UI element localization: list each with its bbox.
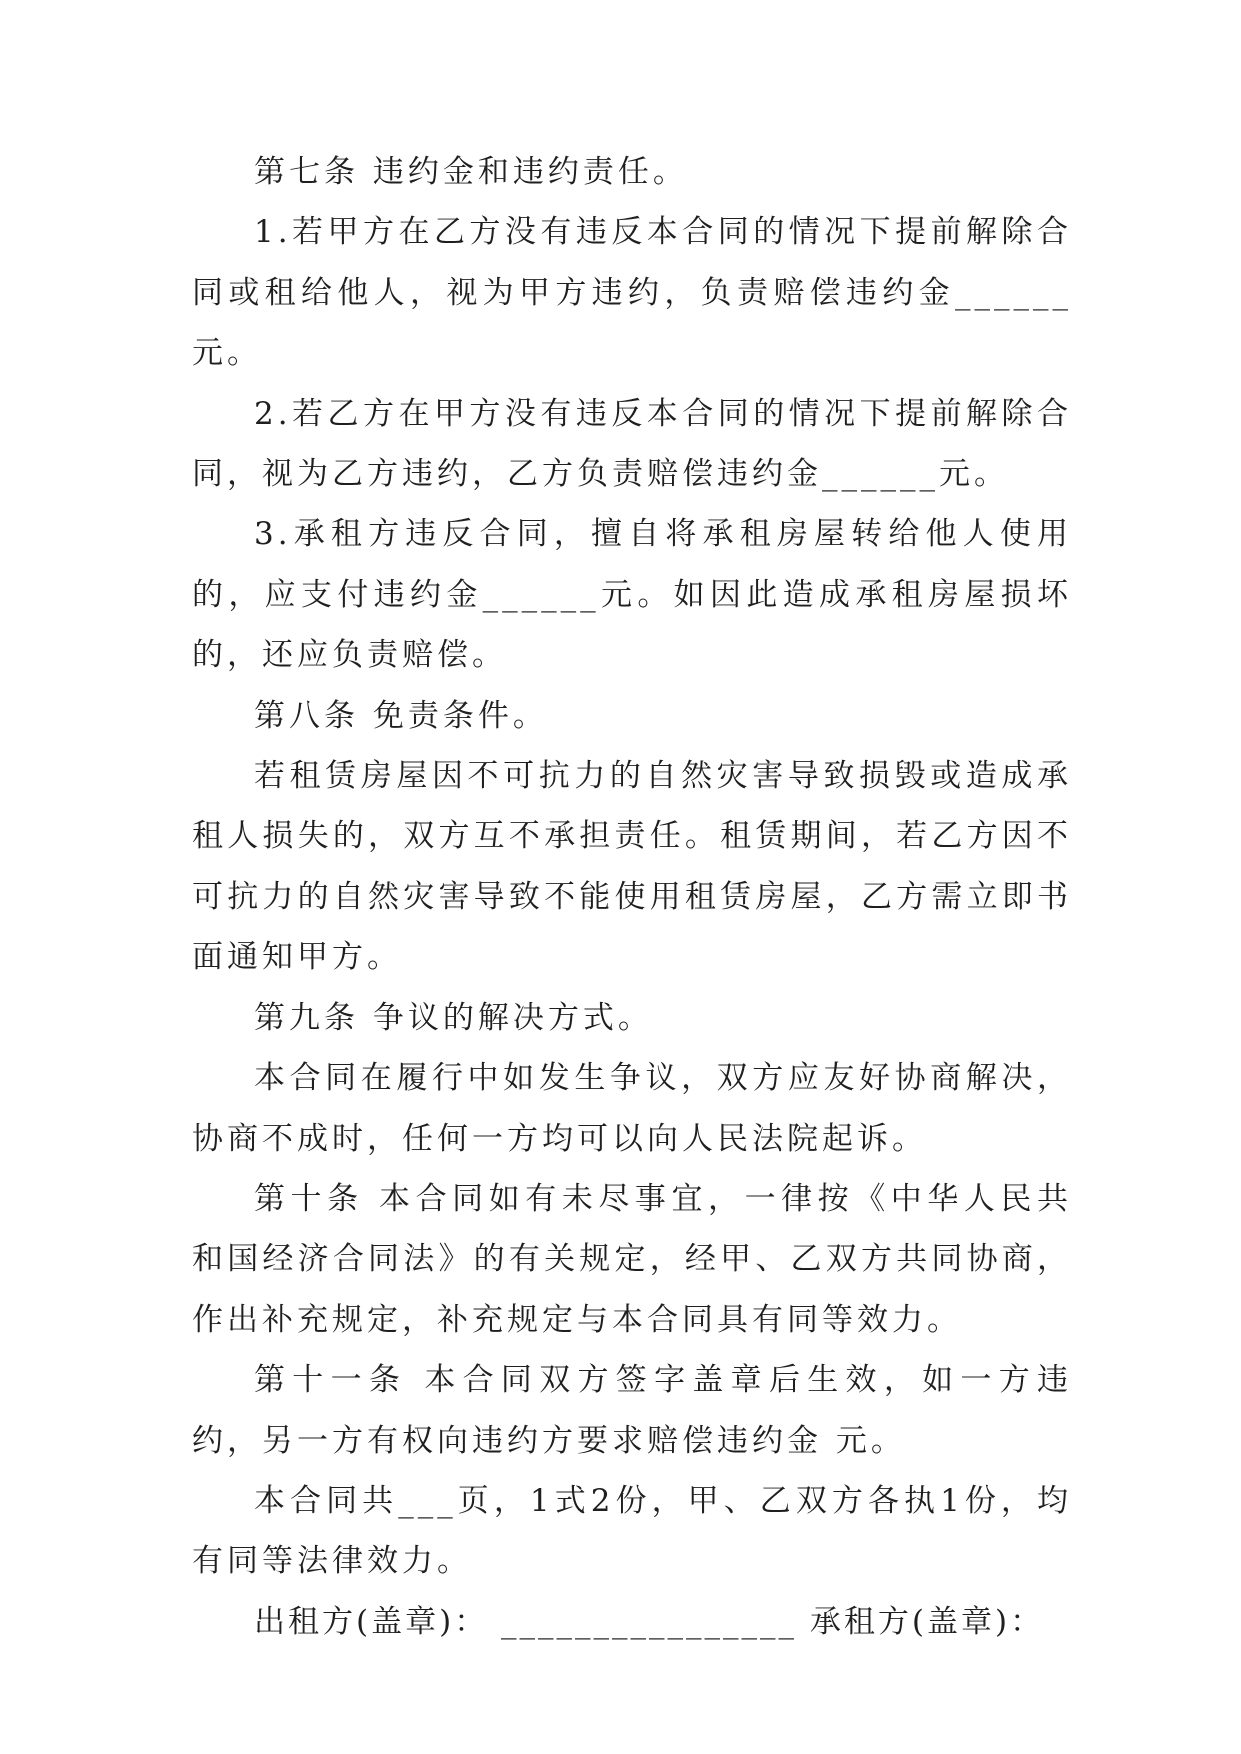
signature-line: 出租方(盖章)： ________________ 承租方(盖章)：	[254, 1603, 1045, 1640]
article-11: 第十一条 本合同双方签字盖章后生效，如一方违约，另一方有权向违约方要求赔偿违约金 元。	[192, 1362, 1072, 1459]
article-8-heading: 第八条 免责条件。	[254, 697, 548, 734]
copies-statement: 本合同共___页，1式2份，甲、乙双方各执1份，均有同等法律效力。	[192, 1482, 1072, 1580]
article-9-heading: 第九条 争议的解决方式。	[254, 999, 653, 1036]
article-7-clause-2: 2.若乙方在甲方没有违反本合同的情况下提前解除合同，视为乙方违约，乙方负责赔偿违约金______元。	[192, 395, 1072, 493]
contract-page	[192, 142, 1072, 1652]
article-7-clause-3: 3.承租方违反合同，擅自将承租房屋转给他人使用的，应支付违约金______元。如因此造成承租房屋损坏的，还应负责赔偿。	[192, 516, 1072, 674]
article-8-body: 若租赁房屋因不可抗力的自然灾害导致损毁或造成承租人损失的，双方互不承担责任。租赁期间，若乙方因不可抗力的自然灾害导致不能使用租赁房屋，乙方需立即书面通知甲方。	[192, 758, 1072, 976]
article-7-clause-1: 1.若甲方在乙方没有违反本合同的情况下提前解除合同或租给他人，视为甲方违约，负责赔偿违约金______元。	[192, 214, 1072, 372]
article-7-heading: 第七条 违约金和违约责任。	[254, 154, 688, 190]
article-9-body: 本合同在履行中如发生争议，双方应友好协商解决，协商不成时，任何一方均可以向人民法院起诉。	[192, 1060, 1072, 1157]
article-10: 第十条 本合同如有未尽事宜，一律按《中华人民共和国经济合同法》的有关规定，经甲、乙双方共同协商，作出补充规定，补充规定与本合同具有同等效力。	[192, 1180, 1072, 1338]
